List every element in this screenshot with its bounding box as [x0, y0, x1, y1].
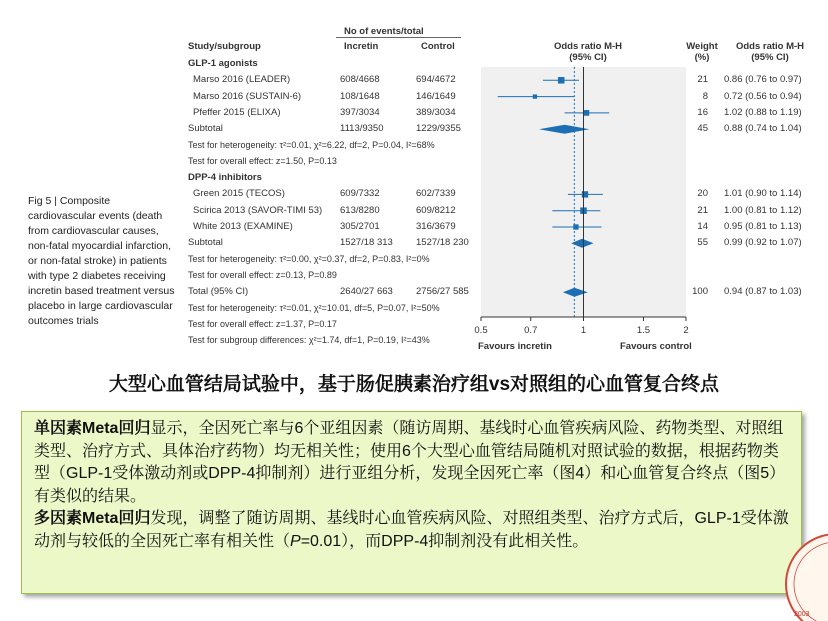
caption-text: Fig 5 | Composite cardiovascular events (death from cardiovascular causes, non-fatal myocardial infarction, or non-fatal stroke) in patients with type 2 diabetes receiving incretin based treatment versus placebo in large cardiovascular outcomes trials — [28, 195, 175, 327]
test-note: Test for overall effect: z=0.13, P=0.89 — [188, 269, 337, 280]
or-ci-value: 0.94 (0.87 to 1.03) — [724, 286, 802, 298]
study-label: White 2013 (EXAMINE) — [193, 221, 293, 232]
summary-p2-p: P — [290, 532, 301, 550]
or-ci-value: 0.72 (0.56 to 0.94) — [724, 90, 802, 102]
incretin-events: 397/3034 — [340, 106, 380, 118]
subgroup-heading: GLP-1 agonists — [188, 58, 258, 69]
summary-paragraph-1 — [34, 418, 793, 508]
or-ci-value: 0.95 (0.81 to 1.13) — [724, 221, 802, 232]
control-events: 389/3034 — [416, 106, 456, 118]
weight-value: 45 — [697, 123, 708, 135]
favours-right-label: Favours control — [620, 341, 692, 352]
x-tick-label: 2 — [683, 325, 689, 336]
incretin-events: 1113/9350 — [340, 123, 384, 135]
weight-value: 21 — [697, 204, 708, 216]
subtotal-label: Subtotal — [188, 123, 223, 135]
or-header-title: Odds ratio M-H — [553, 41, 623, 52]
summary-p2-text-a: 发现，调整了随访周期、基线时心血管疾病风险、对照组类型、治疗方式后，GLP-1受体激动剂与较低的全因死亡率有相关性（ — [34, 510, 789, 550]
study-header: Study/subgroup — [188, 41, 261, 52]
test-note: Test for heterogeneity: τ²=0.00, χ²=0.37, df=2, P=0.83, I²=0% — [188, 253, 430, 264]
control-events: 602/7339 — [416, 188, 456, 200]
subgroup-heading: DPP-4 inhibitors — [188, 172, 262, 184]
summary-p1-text: 显示，全因死亡率与6个亚组因素（随访周期、基线时心血管疾病风险、药物类型、对照组类型、治疗方式、具体治疗药物）均无相关性；使用6个大型心血管结局随机对照试验的数据，根据药物类型（GLP-1受体激动剂或DPP-4抑制剂）进行亚组分析，发现全因死亡率（图4）和心血管复合终点（图5）有类似的结果。 — [34, 420, 786, 505]
study-label: Marso 2016 (LEADER) — [193, 74, 291, 86]
events-header: No of events/total — [344, 26, 424, 37]
total-label: Total (95% CI) — [188, 286, 249, 298]
study-label: Pfeffer 2015 (ELIXA) — [193, 106, 281, 118]
incretin-events: 613/8280 — [340, 204, 380, 216]
weight-value: 55 — [697, 237, 708, 249]
control-events: 1527/18 230 — [416, 237, 469, 249]
weight-value: 14 — [697, 221, 708, 232]
control-events: 146/1649 — [416, 90, 456, 102]
seal-graphic — [780, 526, 828, 621]
control-events: 2756/27 585 — [416, 286, 469, 298]
incretin-events: 305/2701 — [340, 221, 380, 232]
weight-header-unit: (%) — [694, 52, 710, 63]
x-tick-label: 1.5 — [636, 325, 651, 336]
or-ci-value: 0.99 (0.92 to 1.07) — [724, 237, 802, 249]
study-label: Scirica 2013 (SAVOR-TIMI 53) — [193, 204, 323, 216]
corner-seal — [780, 526, 828, 621]
test-note: Test for subgroup differences: χ²=1.74, df=1, P=0.19, I²=43% — [188, 335, 430, 346]
weight-value: 16 — [697, 106, 708, 118]
x-tick-label: 1 — [580, 325, 587, 336]
summary-p2-bold: 多因素Meta回归 — [34, 510, 151, 527]
summary-p1-bold: 单因素Meta回归 — [34, 420, 151, 437]
control-events: 694/4672 — [416, 74, 456, 86]
control-events: 316/3679 — [416, 221, 456, 232]
incretin-header: Incretin — [344, 41, 379, 52]
test-note: Test for heterogeneity: τ²=0.01, χ²=6.22, df=2, P=0.04, I²=68% — [188, 139, 435, 150]
favours-left-label: Favours incretin — [478, 341, 552, 352]
x-tick-label: 0.5 — [474, 325, 488, 336]
or-ci-value: 1.01 (0.90 to 1.14) — [724, 188, 802, 200]
weight-value: 21 — [697, 74, 708, 86]
or-ci-header-ci: (95% CI) — [751, 52, 789, 63]
summary-p2-text-b: =0.01），而DPP-4抑制剂没有此相关性。 — [300, 532, 589, 550]
incretin-events: 608/4668 — [340, 74, 380, 86]
or-ci-header-title: Odds ratio M-H — [735, 41, 805, 52]
or-ci-value: 0.88 (0.74 to 1.04) — [724, 123, 802, 135]
control-events: 609/8212 — [416, 204, 456, 216]
x-tick-label: 0.7 — [524, 325, 538, 336]
or-ci-value: 0.86 (0.76 to 0.97) — [724, 74, 802, 86]
test-note: Test for overall effect: z=1.37, P=0.17 — [188, 318, 337, 329]
weight-value: 100 — [692, 286, 708, 298]
or-header-ci: (95% CI) — [569, 52, 607, 63]
incretin-events: 108/1648 — [340, 90, 380, 102]
slide-title: 大型心血管结局试验中，基于肠促胰素治疗组vs对照组的心血管复合终点 — [108, 374, 720, 395]
study-label: Marso 2016 (SUSTAIN-6) — [193, 90, 302, 102]
control-events: 1229/9355 — [416, 123, 461, 135]
seal-year: 2003 — [794, 611, 810, 618]
incretin-events: 609/7332 — [340, 188, 380, 200]
weight-value: 20 — [697, 188, 708, 200]
weight-value: 8 — [702, 90, 708, 102]
study-label: Green 2015 (TECOS) — [193, 188, 285, 200]
summary-paragraph-2 — [34, 508, 793, 553]
incretin-events: 1527/18 313 — [340, 237, 393, 249]
subtotal-label: Subtotal — [188, 237, 223, 249]
control-header: Control — [421, 41, 455, 52]
figure-caption — [28, 194, 178, 329]
test-note: Test for overall effect: z=1.50, P=0.13 — [188, 155, 337, 166]
test-note: Test for heterogeneity: τ²=0.01, χ²=10.01, df=5, P=0.07, I²=50% — [188, 302, 440, 313]
or-ci-value: 1.02 (0.88 to 1.19) — [724, 106, 802, 118]
or-ci-value: 1.00 (0.81 to 1.12) — [724, 204, 802, 216]
incretin-events: 2640/27 663 — [340, 286, 393, 298]
summary-box — [21, 411, 802, 594]
weight-header-title: Weight — [686, 41, 718, 52]
